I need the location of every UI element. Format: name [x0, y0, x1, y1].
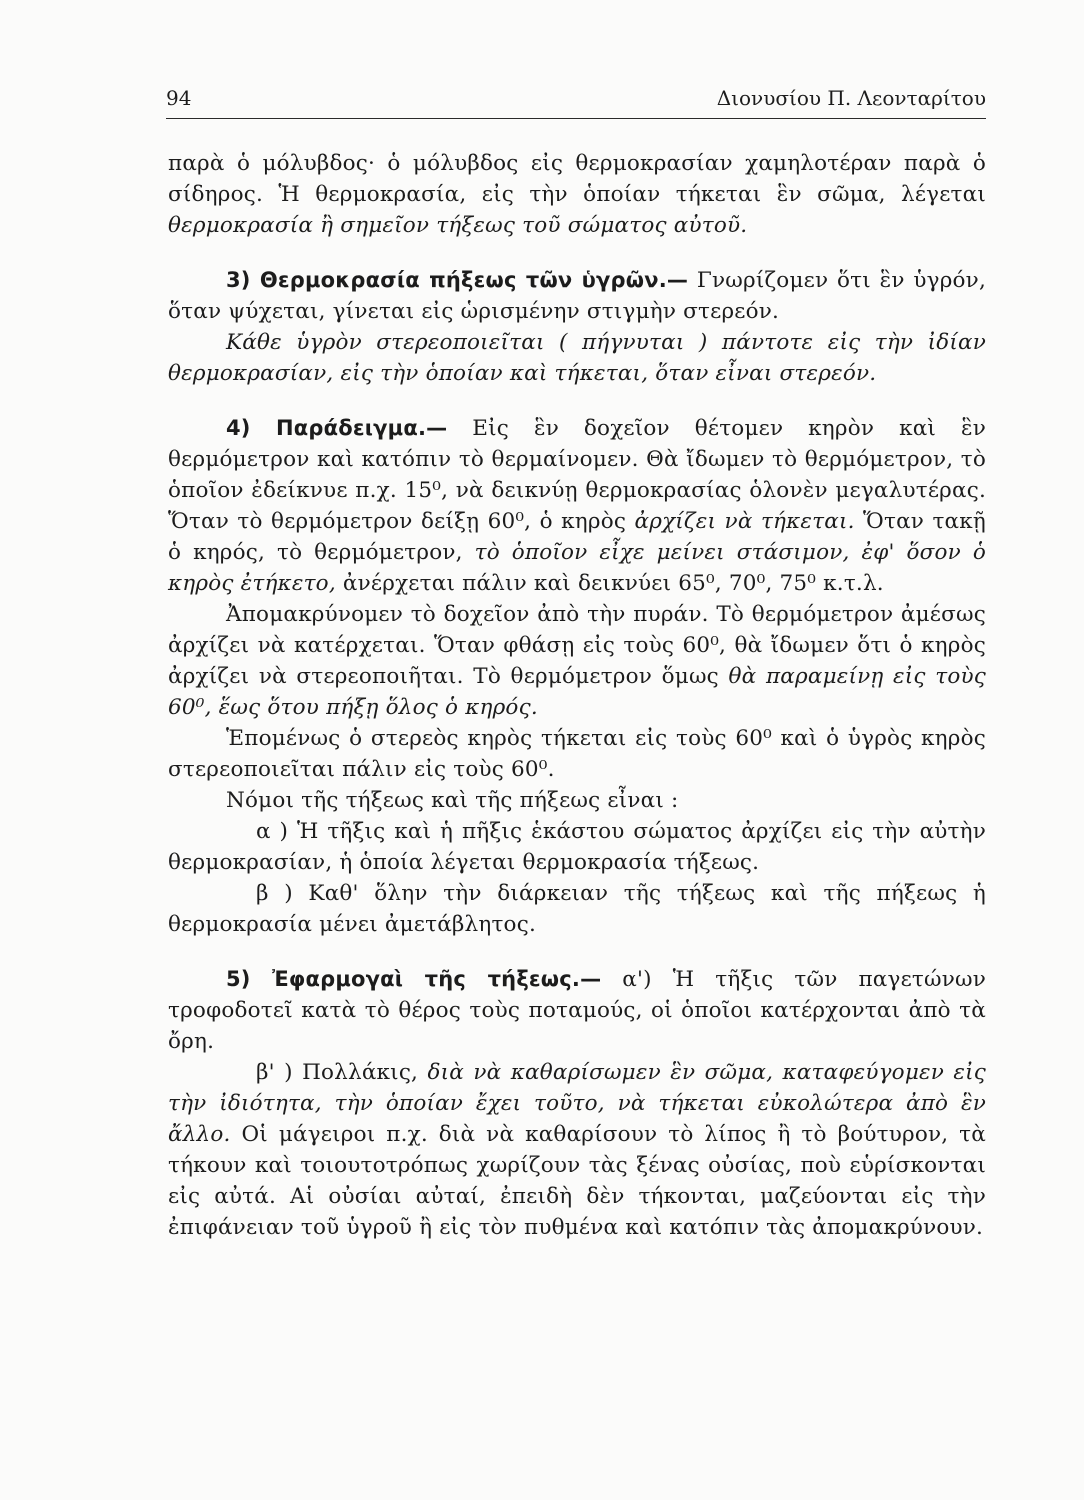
section-3-rule: Κάθε ὑγρὸν στερεοποιεῖται ( πήγνυται ) πάντοτε εἰς τὴν ἰδίαν θερμοκρασίαν, εἰς τὴν ὁποίαν καὶ τήκεται, ὅταν εἶναι στερεόν. — [168, 330, 986, 386]
section-3: 3) Θερμοκρασία πήξεως τῶν ὑγρῶν.— Γνωρίζομεν ὅτι ἓν ὑγρόν, ὅταν ψύχεται, γίνεται εἰς ὡρισμένην στιγμὴν στερεόν. — [168, 268, 986, 324]
page-number: 94 — [166, 86, 192, 110]
section-4: 4) Παράδειγμα.— Εἰς ἓν δοχεῖον θέτομεν κηρὸν καὶ ἓν θερμόμετρον καὶ κατόπιν τὸ θερμαίνομεν. Θὰ ἴδωμεν τὸ θερμόμετρον, τὸ ὁποῖον ἐδείκνυε π.χ. 15⁰, νὰ δεικνύῃ θερμοκρασίας ὁλονὲν μεγαλυτέρας. Ὅταν τὸ θερμόμετρον δείξῃ 60⁰, ὁ κηρὸς ἀρχίζει νὰ τήκεται. Ὅταν τακῇ ὁ κηρός, τὸ θερμόμετρον, τὸ ὁποῖον εἶχε μείνει στάσιμον, ἐφ' ὅσον ὁ κηρὸς ἐτήκετο, ἀνέρχεται πάλιν καὶ δεικνύει 65⁰, 70⁰, 75⁰ κ.τ.λ. — [168, 416, 987, 596]
application-beta: β' ) Πολλάκις, διὰ νὰ καθαρίσωμεν ἓν σῶμα, καταφεύγομεν εἰς τὴν ἰδιότητα, τὴν ὁποίαν ἔχει τοῦτο, νὰ τήκεται εὐκολώτερα ἀπὸ ἓν ἄλλο. Οἱ μάγειροι π.χ. διὰ νὰ καθαρίσουν τὸ λίπος ἢ τὸ βούτυρον, τὰ τήκουν καὶ τοιουτοτρόπως χωρίζουν τὰς ξένας οὐσίας, ποὺ εὑρίσκονται εἰς αὐτά. Αἱ οὐσίαι αὐταί, ἐπειδὴ δὲν τήκονται, μαζεύονται εἰς τὴν ἐπιφάνειαν τοῦ ὑγροῦ ἢ εἰς τὸν πυθμένα καὶ κατόπιν τὰς ἀπομακρύνουν. — [168, 1060, 986, 1240]
section-5-heading: 5) Ἐφαρμογαὶ τῆς τήξεως.— — [226, 967, 602, 991]
section-5: 5) Ἐφαρμογαὶ τῆς τήξεως.— α') Ἡ τῆξις τῶν παγετώνων τροφοδοτεῖ κατὰ τὸ θέρος τοὺς ποταμούς, οἱ ὁποῖοι κατέρχονται ἀπὸ τὰ ὄρη. — [168, 967, 986, 1054]
section-4-heading: 4) Παράδειγμα.— — [226, 416, 448, 440]
running-title: Διονυσίου Π. Λεονταρίτου — [716, 86, 986, 110]
law-alpha: α ) Ἡ τῆξις καὶ ἡ πῆξις ἑκάστου σώματος ἀρχίζει εἰς τὴν αὐτὴν θερμοκρασίαν, ἡ ὁποία λέγεται θερμοκρασία τήξεως. — [168, 819, 986, 875]
paragraph-cooling: Ἀπομακρύνομεν τὸ δοχεῖον ἀπὸ τὴν πυράν. Τὸ θερμόμετρον ἀμέσως ἀρχίζει νὰ κατέρχεται. Ὅταν φθάσῃ εἰς τοὺς 60⁰, θὰ ἴδωμεν ὅτι ὁ κηρὸς ἀρχίζει νὰ στερεοποιῆται. Τὸ θερμόμετρον ὅμως θὰ παραμείνῃ εἰς τοὺς 60⁰, ἕως ὅτου πήξῃ ὅλος ὁ κηρός. — [168, 602, 986, 720]
paragraph-conclusion: Ἑπομένως ὁ στερεὸς κηρὸς τήκεται εἰς τοὺς 60⁰ καὶ ὁ ὑγρὸς κηρὸς στερεοποιεῖται πάλιν εἰς τοὺς 60⁰. — [168, 726, 986, 782]
page-header — [166, 82, 986, 112]
section-3-heading: 3) Θερμοκρασία πήξεως τῶν ὑγρῶν.— — [226, 268, 689, 292]
law-beta: β ) Καθ' ὅλην τὴν διάρκειαν τῆς τήξεως καὶ τῆς πήξεως ἡ θερμοκρασία μένει ἀμετάβλητος. — [168, 881, 986, 937]
laws-intro: Νόμοι τῆς τήξεως καὶ τῆς πήξεως εἶναι : — [226, 788, 679, 813]
page-body — [168, 148, 986, 1243]
paragraph-1: παρὰ ὁ μόλυβδος· ὁ μόλυβδος εἰς θερμοκρασίαν χαμηλοτέραν παρὰ ὁ σίδηρος. Ἡ θερμοκρασία, εἰς τὴν ὁποίαν τήκεται ἓν σῶμα, λέγεται θερμοκρασία ἢ σημεῖον τήξεως τοῦ σώματος αὐτοῦ. — [168, 151, 986, 238]
header-rule — [166, 118, 986, 119]
